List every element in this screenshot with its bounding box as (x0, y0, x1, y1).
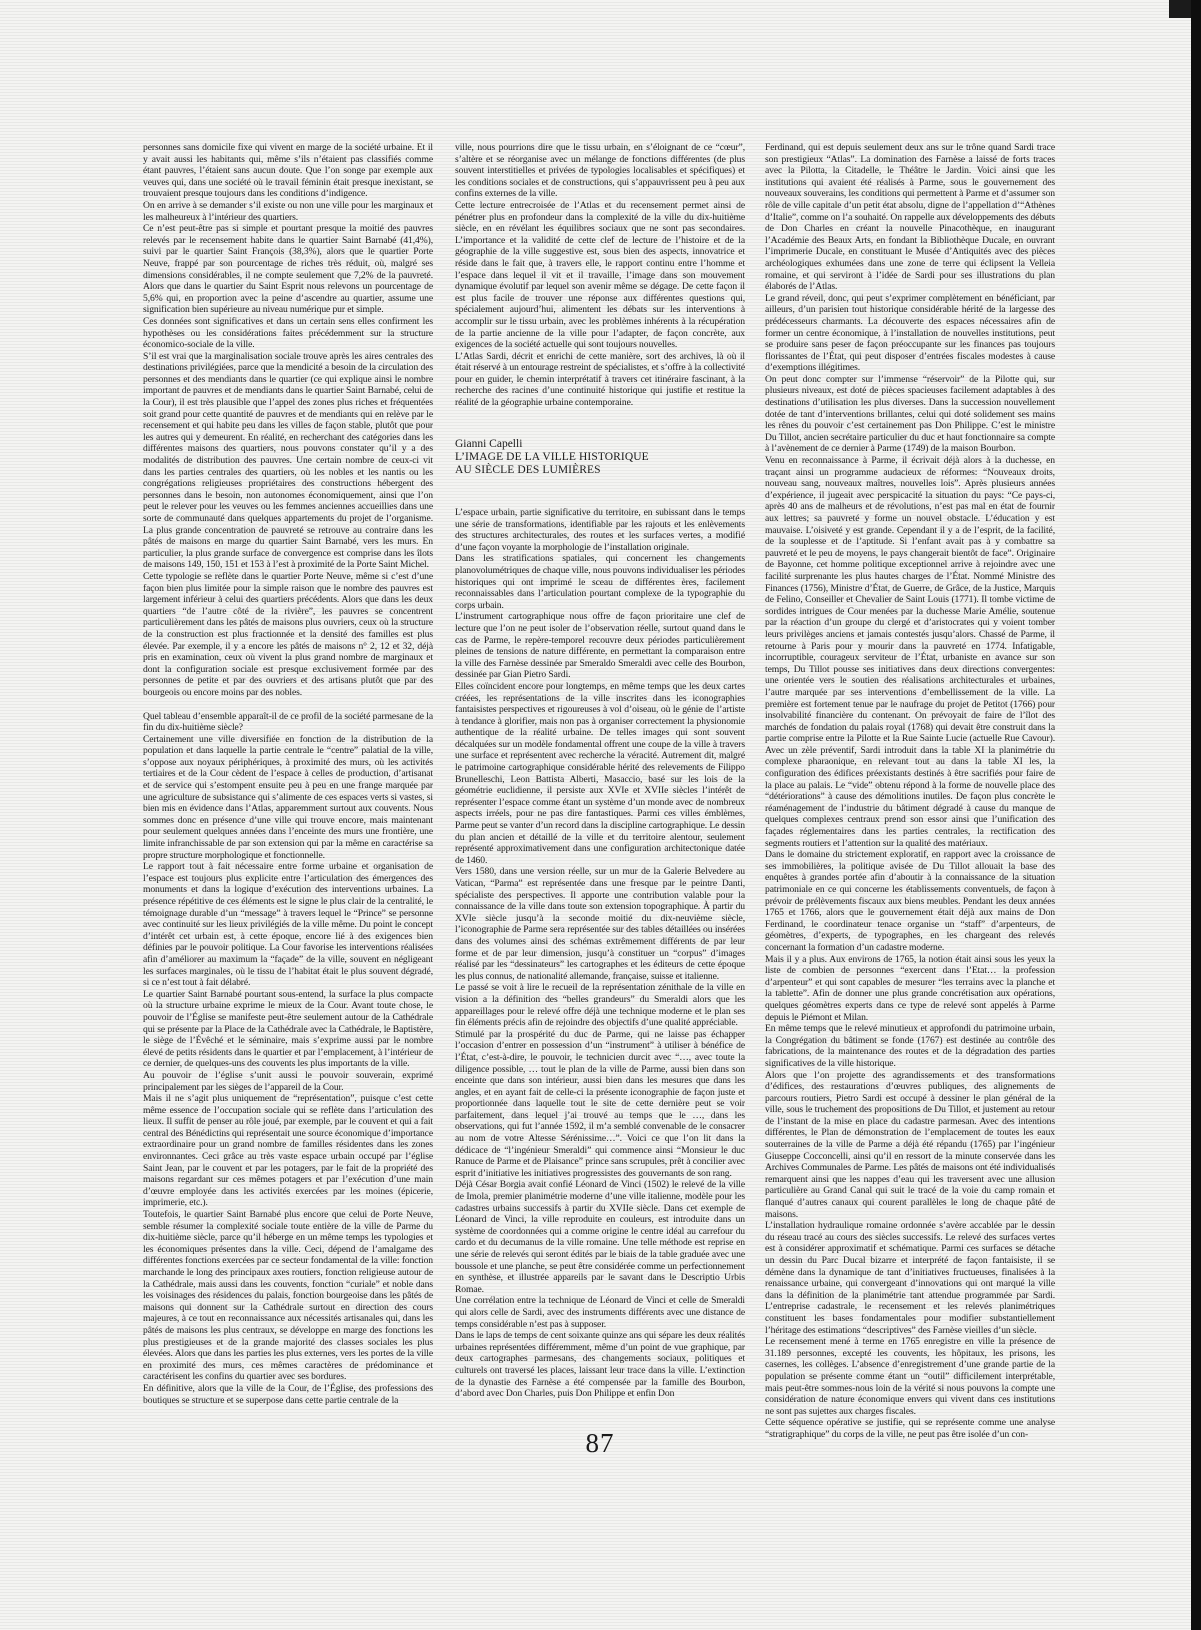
paragraph: Toutefois, le quartier Saint Barnabé plus encore que celui de Porte Neuve, semble résumer la complexité sociale toute entière de la ville de Parme du dix-huitième siècle, parce qu’il héberge en un même temps les typologies et les économiques présentes dans la ville. Ceci, dépend de l’amalgame des différentes fonctions exercées par ce secteur fondamental de la ville: fonction marchande le long des principaux axes routiers, fonction religieuse autour de la Cathédrale, mais aussi dans les couvents, fonction “curiale” et noble dans les voisinages des résidences du palais, fonction bourgeoise dans les pâtés de maisons qui donnent sur la Cathédrale surtout en direction des cours majeures, à ce tout en reconnaissance aux nécessités artisanales qui, dans les pâtés de maisons les plus centraux, se développe en marge des fonctions les plus prestigieuses et de la grande majorité des classes sociales les plus élevées. Alors que dans les parties les plus externes, vers les portes de la ville en proximité des murs, ces mêmes caractères de prédominance et caractérisent les confins du quartier avec ses bordures. (143, 1209, 433, 1383)
paragraph: Dans le laps de temps de cent soixante quinze ans qui sépare les deux réalités urbaines représentées différemment, même d’un point de vue graphique, par deux cartographes parmesans, des changements sociaux, politiques et culturels ont traversé les places, laissant leur trace dans la ville. L’extinction de la dynastie des Farnèse a été compensée par la famille des Bourbon, d’abord avec Don Charles, puis Don Philippe et enfin Don (455, 1330, 745, 1400)
paragraph: Le recensement mené à terme en 1765 enregistre en ville la présence de 31.189 personnes, excepté les couvents, les hôpitaux, les prisons, les casernes, les collèges. L’absence d’enregistrement d’une grande partie de la population se présente comme étant un “outil” difficilement interprétable, mais peut-être sommes-nous loin de la vérité si nous pouvons la compte une considération de nature économique envers qui vivent dans ces institutions ne sont pas sujettes aux charges fiscales. (765, 1336, 1055, 1417)
paragraph: Vers 1580, dans une version réelle, sur un mur de la Galerie Belvedere au Vatican, “Parma” est représentée dans une fresque par le peintre Danti, spécialiste des perspectives. Il apporte une contribution valable pour la connaissance de la ville dans toute son extension topographique. À partir du XVIe siècle jusqu’à la seconde moitié du dix-neuvième siècle, l’iconographie de Parme sera représentée sur des tables détaillées ou insérées dans des volumes ainsi des schémas extrêmement différents de par leur forme et de par leur dimension, jusqu’à constituer un “corpus” d’images réalisé par les “dessinateurs” les cartographes et les éditeurs de cette époque les plus connus, de nationalité allemande, française, suisse et italienne. (455, 866, 745, 982)
paragraph: Mais il ne s’agit plus uniquement de “représentation”, puisque c’est cette même essence de l’occupation sociale qui se reflète dans l’articulation des lieux. Il suffit de penser au rôle joué, par exemple, par le couvent et qui a fait central des Bénédictins qui représentait une source économique d’importance extraordinaire pour un grand nombre de familles résidentes dans les zones environnantes. Ceci grâce au très vaste espace urbain occupé par l’église Saint Jean, par le couvent et par les potagers, par le fait de la propriété des maisons regardant sur ces mêmes potagers et par l’exécution d’une main d’œuvre employée dans les activités exercées par les moines (épicerie, imprimerie, etc.). (143, 1093, 433, 1209)
paragraph: L’instrument cartographique nous offre de façon prioritaire une clef de lecture que l’on ne peut isoler de l’observation réelle, surtout quand dans le cas de Parme, le repère-temporel recouvre deux périodes particulièrement pleines de tensions de nature différente, en permettant la comparaison entre la ville des Farnèse dessinée par Smeraldo Smeraldi avec celle des Bourbon, dessinée par Gian Pietro Sardi. (455, 611, 745, 681)
paragraph: Une corrélation entre la technique de Léonard de Vinci et celle de Smeraldi qui alors celle de Sardi, avec des instruments différents avec une distance de temps considérable n’est pas à supposer. (455, 1295, 745, 1330)
paragraph: On peut donc compter sur l’immense “réservoir” de la Pilotte qui, sur plusieurs niveaux, est doté de pièces spacieuses facilement adaptables à des destinations d’utilisation les plus diverses. Dans la succession nouvellement dotée de tant d’interventions brillantes, celui qui doté solidement ses mains les rênes du pouvoir c’est certainement pas Don Philippe. C’est le ministre Du Tillot, ancien secrétaire particulier du duc et haut fonctionnaire sa compte à l’avènement de ce dernier à Parme (1749) de la maison Bourbon. (765, 373, 1055, 455)
paragraph: L’installation hydraulique romaine ordonnée s’avère accablée par le dessin du réseau tracé au cours des siècles successifs. Le relevé des surfaces vertes est à considérer approximatif et schématique. Parmi ces surfaces se détache un dessin du Parc Ducal bizarre et interprété de façon fantaisiste, il se démène dans la dynamique de tant d’initiatives fructueuses, finalisées à la renaissance urbaine, qui convergeant d’innovations qui ont marqué la ville dans la définition de la planimétrie tant attendue programmée par Sardi. L’entreprise cadastrale, le recensement et les relevés planimétriques constituent les bases fondamentales pour modifier substantiellement l’héritage des estimations “descriptives” des Farnèse vieilles d’un siècle. (765, 1220, 1055, 1336)
paragraph: Certainement une ville diversifiée en fonction de la distribution de la population et dans laquelle la partie centrale le “centre” palatial de la ville, s’oppose aux noyaux périphériques, à proximité des murs, où les activités tertiaires et de la Cour cèdent de l’espace à celles de production, d’artisanat et de service qui s’estompent ensuite peu à peu en une frange marquée par une agriculture de subsistance qui s’alimente de ces espaces verts si vastes, si bien mis en évidence dans l’Atlas, apparemment surtout aux couvents. Nous sommes donc en présence d’une ville qui trouve encore, mais maintenant pour seulement quelques années dans l’enceinte des murs une frontière, une limite infranchissable de par son extension qui par la même en caractérise sa propre structure morphologique et fonctionnelle. (143, 733, 433, 861)
paragraph: Alors que l’on projette des agrandissements et des transformations d’édifices, des restaurations d’œuvres publiques, des alignements de parcours routiers, Pietro Sardi est occupé à dessiner le plan général de la ville, sous le truchement des propositions de Du Tillot, et justement au retour de l’instant de la mise en place du cadastre parmesan. Avec des intentions différentes, le Plan de démonstration de l’emplacement de toutes les eaux souterraines de la ville de Parme a déjà été répandu (1765) par l’ingénieur Giuseppe Cocconcelli, ainsi qu’il en ressort de la minute conservée dans les Archives Communales de Parme. Les pâtés de maisons ont été individualisés remarquent ainsi que les nappes d’eau qui les traversent avec une allusion particulière au Grand Canal qui suit le tracé de la voie du camp romain et flanqué d’autres canaux qui courent parallèles le long de chaque pâté de maisons. (765, 1069, 1055, 1220)
paragraph: L’espace urbain, partie significative du territoire, en subissant dans le temps une série de transformations, identifiable par les rajouts et les enlèvements des structures architecturales, des routes et les surfaces vertes, a modifié d’une façon voyante la morphologie de l’installation originale. (455, 507, 745, 553)
column-middle-bottom (455, 507, 746, 1400)
column-middle-top (455, 142, 745, 432)
paragraph: Cette lecture entrecroisée de l’Atlas et du recensement permet ainsi de pénétrer plus en profondeur dans la complexité de la ville du dix-huitième siècle, en en révélant les équilibres sociaux que ne sont pas secondaires. L’importance et la validité de cette clef de lecture de l’histoire et de la géographie de la ville suggestive est, sous bien des aspects, innovatrice et réside dans le fait que, à travers elle, le rapport continu entre l’homme et l’espace dans lequel il vit et il travaille, l’image dans son mouvement dynamique évolutif par lequel son avenir même se dégage. De cette façon il est plus facile de trouver une réponse aux différentes questions qui, spécialement aujourd’hui, alimentent les débats sur les interventions à accomplir sur le tissu urbain, avec les problèmes inhérents à la récupération de la partie ancienne de la ville pour l’adapter, de façon concrète, aux exigences de la société actuelle qui sont toujours nouvelles. (455, 199, 745, 351)
paragraph: Ce n’est peut-être pas si simple et pourtant presque la moitié des pauvres relevés par le recensement habite dans le quartier Saint Barnabé (41,4%), suivi par le quartier Saint François (38,3%), alors que le quartier Porte Neuve, frappé par son pourcentage de riches très réduit, où, malgré ses dimensions considérables, il ne compte seulement que 7,2% de la pauvreté. Alors que dans le quartier du Saint Esprit nous relevons un pourcentage de 5,6% qui, en proportion avec la peine d’ascendre au quartier, assume une signification bien supérieure au niveau numérique pur et simple. (143, 223, 433, 316)
paragraph: Le grand réveil, donc, qui peut s’exprimer complètement en bénéficiant, par ailleurs, d’un parisien tout historique considérable hérité de la largesse des prédécesseurs charmants. La découverte des espaces nécessaires afin de former un centre économique, à l’installation de nouvelles institutions, peut se produire sans peser de façon préoccupante sur les finances pas toujours florissantes de l’État, qui peut disposer d’entrées fiscales modestes à cause d’exemptions illégitimes. (765, 292, 1055, 374)
paragraph: Stimulé par la prospérité du duc de Parme, qui ne laisse pas échapper l’occasion d’entrer en possession d’un “instrument” à utiliser à bénéfice de l’État, c’est-à-dire, le pouvoir, le technicien durcit avec “…, avec toute la diligence possible, … tout le plan de la ville de Parme, aussi bien dans son enceinte que dans son intérieur, aussi bien dans les mesures que dans les angles, et en ayant fait de celle-ci la présente iconographie de façon juste et proportionnée dans laquelle tout le site de cette dernière peut se voir parfaitement, dans lequel j’ai trouvé au temps que le …, dans les observations, qui fut l’année 1592, il m’a semblé convenable de le consacrer au nom de votre Altesse Sérénissime…”. Voici ce que l’on lit dans la dédicace de “l’ingénieur Smeraldi” qui commence ainsi “Monsieur le duc Ranuce de Parme et de Plaisance” prince sans scrupules, prêt à concilier avec esprit d’initiative les initiatives progressistes des gouvernants de son rang. (455, 1028, 745, 1179)
paragraph: Ferdinand, qui est depuis seulement deux ans sur le trône quand Sardi trace son prestigieux “Atlas”. La domination des Farnèse a laissé de forts traces avec la Pilotta, la Citadelle, le Théâtre le Jardin. Voici ainsi que les institutions qui avaient été réalisés à Parme, sous le gouvernement des nouveaux souverains, les conditions qui permettent à Parme et d’assumer son rôle de ville capitale d’un petit état absolu, digne de l’appellation d’“Athènes d’Italie”, comme on l’a souhaité. On rappelle aux développements des débuts de Don Charles en créant la nouvelle Pinacothèque, en inaugurant l’Académie des Beaux Arts, en fondant la Bibliothèque Ducale, en ouvrant l’imprimerie Ducale, en constituant le Musée d’Antiquités avec des pièces archéologiques exhumées dans une zone de terre qui éclipsent la Velleia romaine, et qui serviront à l’idée de Sardi pour ses illustrations du plan élaborés de l’Atlas. (765, 142, 1055, 293)
article-title-line-1: L’IMAGE DE LA VILLE HISTORIQUE (455, 451, 649, 463)
article-author: Gianni Capelli (455, 438, 523, 450)
paragraph: Dans le domaine du strictement exploratif, en rapport avec la croissance de ses immobilières, la politique avisée de Du Tillot allouait la base des enquêtes à grandes portée afin d’aboutir à la connaissance de la situation patrimoniale en ce qui concerne les établissements conventuels, de façon à prévoir de prélèvements fiscaux aux biens meubles. Pendant les deux années 1765 et 1766, alors que le gouvernement était déjà aux mains de Don Ferdinand, le coordinateur tenace organise un “staff” d’arpenteurs, de géomètres, d’experts, de typographes, en les chargeant des relevés concernant la formation d’un cadastre moderne. (765, 849, 1055, 953)
paragraph: En définitive, alors que la ville de la Cour, de l’Église, des professions des boutiques se structure et se superpose dans cette partie centrale de la (143, 1382, 433, 1406)
paragraph: Venu en reconnaissance à Parme, il écrivait déjà alors à la duchesse, en traçant ainsi un programme audacieux de réformes: “Nouveaux droits, nouveau sang, nouveaux maîtres, nouvelles lois”. Après plusieurs années d’expérience, il jugeait avec perspicacité la situation du pays: “Ce pays-ci, après 40 ans de malheurs et de révolutions, n’est pas mal en état de fournir aux lettres; sa pauvreté y forme un nouvel obstacle. L’éducation y est mauvaise. L’oisiveté y est grande. Cependant il y a de l’esprit, de la facilité, de la souplesse et de l’aptitude. Si l’enfant avait pas à y combattre sa pauvreté et le peu de moyens, le pays changerait bientôt de face”. Originaire de Bayonne, cet homme politique exceptionnel arrive à rejoindre avec une facilité surprenante les plus hautes charges de l’État. Nommé Ministre des Finances (1756), Ministre d’État, de Guerre, de Grâce, de la Justice, Marquis de Felino, Conseiller et Chevalier de Saint Louis (1771). Il tombe victime de sordides intrigues de Cour menées par la duchesse Marie Amélie, soutenue par la réaction d’un groupe du clergé et d’aristocrates qui y voient tomber leurs privilèges anciens et jamais contestés jusqu’alors. Chassé de Parme, il retourne à Paris pour y mourir dans la pauvreté en 1774. Infatigable, incorruptible, courageux serviteur de l’État, urbaniste en avance sur son temps, Du Tillot pousse ses initiatives dans deux directions convergentes: une orientée vers le soutien des réalisations architecturales et urbaines, l’autre marquée par ses interventions d’embellissement de la ville. La première est fortement tenue par le naufrage du projet de Petitot (1766) pour insolvabilité financière du contenant. On prévoyait de faire de l’îlot des marchés de fondation du palais royal (1768) qui devait être construit dans la partie comprise entre la Pilotte et la Rue Sainte Lucie (actuelle Rue Cavour). Avec un zèle préventif, Sardi introduit dans la table XI la planimétrie du complexe pharaonique, en relevant tout au dans la table XI les, la configuration des édifices préexistants destinés à être sacrifiés pour faire de la place au palais. Le “vide” obtenu répond à la forme de nouvelle place des “détériorations” à cause des démolitions inutiles. De façon plus concrète le réaménagement de l’industrie du bâtiment dégradé à cause du manque de quelques complexes centraux prend son essor ainsi que l’unification des façades réglementaires dans les parties centrales, la rectification des segments routiers et l’attention sur la qualité des matériaux. (765, 455, 1055, 849)
paragraph: Elles coïncident encore pour longtemps, en même temps que les deux cartes créées, les représentations de la ville inscrites dans les iconographies fantaisistes perspectives et rigoureuses à vol d’oiseau, où le génie de l’artiste à tendance à glorifier, mais non pas à organiser correctement la physionomie authentique de la réalité urbaine. De telles images qui sont souvent décalquées sur un modèle fondamental offrent une coupe de la ville à travers une surface et représentent avec recherche la véracité. Autrement dit, malgré le patrimoine cartographique considérable hérité des relevements de Filippo Brunelleschi, Leon Battista Alberti, Masaccio, basé sur les lois de la géométrie euclidienne, il persiste aux XVIe et XVIIe siècles l’intérêt de représenter l’espace comme étant un système d’un monde avec de nombreux aspects irréels, pour ne pas dire fantastiques. Parmi ces villes émblèmes, Parme peut se vanter d’un record dans la discipline cartographique. Le dessin du plan ancien et détaillé de la ville et du territoire alentour, seulement représenté approximativement dans une configuration architectonique datée de 1460. (455, 680, 745, 866)
paragraph: L’Atlas Sardi, décrit et enrichi de cette manière, sort des archives, là où il était réservé à un entourage restreint de spécialistes, et s’offre à la collectivité pour en guider, le chemin interprétatif à travers cet itinéraire fascinant, à la recherche des racines d’une continuité historique qui justifie et restitue la réalité de la géographie urbaine contemporaine. (455, 350, 745, 409)
paragraph: Le quartier Saint Barnabé pourtant sous-entend, la surface la plus compacte où la structure urbaine exprime le mieux de la Cour. Avant toute chose, le pouvoir de l’Église se manifeste peut-être seulement autour de la Cathédrale qui se présente par la Place de la Cathédrale avec la Cathédrale, le Baptistère, le siège de l’Évêché et le séminaire, mais s’exprime aussi par le nombre élevé de petits résidents dans le quartier et par l’emplacement, à l’intérieur de ce dernier, de quelques-uns des couvents les plus importants de la ville. (143, 988, 433, 1070)
text-column-right (765, 142, 1055, 1440)
paragraph: Mais il y a plus. Aux environs de 1765, la notion était ainsi sous les yeux la liste de combien de personnes “exercent dans l’Etat… la profession d’arpenteur” et qui sont capables de mesurer “les terrains avec la planche et la tablette”. Afin de donner une plus grande concrétisation aux opérations, quelques géomètres experts dans ce type de relevé sont appelés à Parme depuis le Piémont et Milan. (765, 953, 1055, 1023)
paragraph: En même temps que le relevé minutieux et approfondi du patrimoine urbain, la Congrégation du bâtiment se fonde (1767) est destinée au contrôle des fabrications, de la maintenance des routes et de la dégradation des parties significatives de la ville historique. (765, 1023, 1055, 1069)
paragraph: Au pouvoir de l’église s’unit aussi le pouvoir souverain, exprimé principalement par les sièges de l’appareil de la Cour. (143, 1069, 433, 1093)
paragraph: Déjà César Borgia avait confié Léonard de Vinci (1502) le relevé de la ville de Imola, premier planimétrie moderne d’une ville italienne, modèle pour les cadastres urbains successifs à partir du XVIIe siècle. Dans cet exemple de Léonard de Vinci, la ville reproduite en couleurs, est introduite dans un système de coordonnées qui a comme origine le centre idéal au carrefour du cardo et du decumanus de la ville romaine. Une telle méthode est reprise en une série de relevés qui seront édités par le biais de la table graduée avec une boussole et une planche, se peut être considérée comme un perfectionnement en synthèse, et illustrée appareils par le savant dans le Descriptio Urbis Romae. (455, 1179, 745, 1295)
paragraph: Cette séquence opérative se justifie, qui se représente comme une analyse “stratigraphique” du corps de la ville, ne peut pas être isolée d’un con- (765, 1417, 1055, 1440)
page-number: 87 (585, 1428, 615, 1458)
text-column-left (143, 142, 433, 1406)
article-title-line-2: AU SIÈCLE DES LUMIÈRES (455, 464, 601, 476)
paragraph: S’il est vrai que la marginalisation sociale trouve après les aires centrales des destinations privilégiées, parce que la mendicité a besoin de la circulation des personnes et des mendiants dans le quartier (ce qui explique ainsi le nombre important de pauvres et de mendiants dans le quartier Saint Barnabé, celui de la Cour), il est très plausible que l’appel des zones plus riches et fréquentées soit grand pour cette quantité de pauvres et de mendiants qui en relève par le recensement et qui habite peu dans les villes de façon stable, plutôt que pour les autres qui y demeurent. En réalité, en recherchant des catégories dans les différentes maisons des quartiers, nous pouvons constater qu’il y a des modalités de distribution des pauvres. Une certain nombre de ceux-ci vit dans les parties centrales des quartiers, où les nobles et les nantis ou les congrégations religieuses propriétaires des constructions hébergent des personnes dans le besoin, non autonomes économiquement, ainsi que l’on peut le relever pour les veuves ou les femmes anciennes accueillies dans une sorte de communauté dans quelques appartements du projet de l’organisme. La plus grande concentration de pauvreté se retrouve au contraire dans les pâtés de maisons en marge du quartier Saint Barnabé, vers les murs. En particulier, la plus grande surface de convergence est comprise dans les îlots de maisons 149, 150, 151 et 153 à l’est à proximité de la Porte Saint Michel. (143, 350, 433, 571)
paragraph: On en arrive à se demander s’il existe ou non une ville pour les marginaux et les malheureux à l’intérieur des quartiers. (143, 199, 433, 223)
article-heading (455, 438, 745, 477)
paragraph: ville, nous pourrions dire que le tissu urbain, en s’éloignant de ce “cœur”, s’altère et se réorganise avec un mélange de fonctions différentes (de plus souvent interstitielles et privées de typologies localisables et spécifiques) et les conditions sociales et de constructions, qui s’appauvrissent peu à peu aux confins externes de la ville. (455, 142, 745, 200)
scan-edge-right (1191, 0, 1201, 1630)
paragraph: personnes sans domicile fixe qui vivent en marge de la société urbaine. Et il y avait aussi les habitants qui, même s’ils n’étaient pas classifiés comme étant pauvres, l’étaient sans aucun doute. Que l’on songe par exemple aux veuves qui, dans une société où le travail féminin était presque inexistant, se trouvaient presque toujours dans les conditions d’indigence. (143, 142, 433, 200)
paragraph: Quel tableau d’ensemble apparaît-il de ce profil de la société parmesane de la fin du dix-huitième siècle? (143, 710, 433, 734)
scan-edge-top (1169, 0, 1191, 18)
paragraph: Dans les stratifications spatiales, qui concernent les changements planovolumétriques de chaque ville, nous pouvons individualiser les périodes historiques qui ont imprimé le sceau de différentes ères, facilement reconnaissables dans l’articulation pourtant complexe de la typographie du corps urbain. (455, 553, 746, 611)
paragraph: Cette typologie se reflète dans le quartier Porte Neuve, même si c’est d’une façon bien plus limitée pour la simple raison que le nombre des pauvres est largement inférieur à celui des quartiers précédents. Alors que dans les deux quartiers “de l’autre côté de la rivière”, les pauvres se concentrent particulièrement dans les pâtés de maisons plus ouvriers, ceux où la structure de la construction est plus fractionnée et la densité des familles est plus élevée. Par exemple, il y a encore les pâtés de maisons n° 2, 12 et 32, déjà pris en examination, ceux où vivent la plus grand nombre de marginaux et dont la configuration sociale est presque exclusivement formée par des personnes de petite et par des ouvriers et des artisans plutôt que par des bourgeois ou encore moins par des nobles. (143, 570, 433, 698)
text-column-middle (455, 142, 746, 1400)
paragraph: Le rapport tout à fait nécessaire entre forme urbaine et organisation de l’espace est toujours plus explicite entre l’articulation des émergences des monuments et dans la logique d’exécution des interventions urbaines. La présence répétitive de ces éléments est le signe le plus clair de la centralité, le témoignage durable d’un “message” à travers lequel le “Prince” se personne avec continuité sur les lieux privilégiés de la ville même. Du point le concept d’intérêt cet urbain est, à cette époque, encore lié à des exigences bien définies par le pouvoir politique. La Cour favorise les interventions réalisées afin d’améliorer au maximum la “façade” de la ville, souvent en négligeant les surfaces marginales, où le tissu de l’habitat était le plus souvent dégradé, si ce n’est tout à fait délabré. (143, 861, 433, 989)
paragraph: Ces données sont significatives et dans un certain sens elles confirment les hypothèses ou les considérations faites précédemment sur la structure économico-sociale de la ville. (143, 315, 433, 351)
paragraph: Le passé se voit à lire le recueil de la représentation zénithale de la ville en vision a la définition des “belles grandeurs” du Smeraldi alors que les appareillages pour le relevé offre déjà une technique moderne et le plan ses fin éléments précis afin de rejoindre des objectifs d’une qualité appréciable. (455, 982, 745, 1029)
